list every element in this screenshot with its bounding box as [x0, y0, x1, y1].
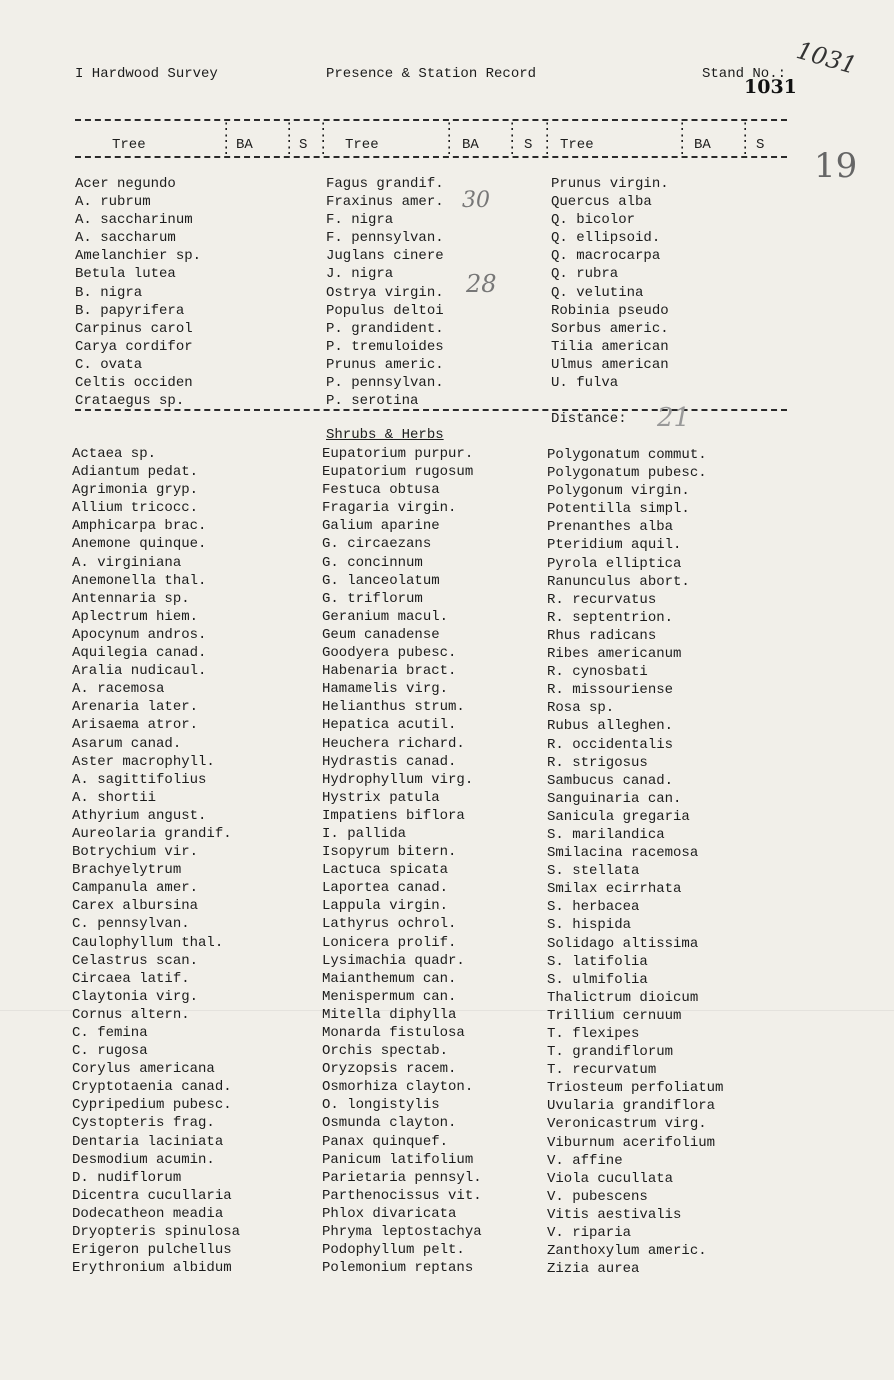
- herb-species-item: Phryma leptostachya: [322, 1224, 482, 1241]
- herb-species-item: Parietaria pennsyl.: [322, 1169, 482, 1186]
- herb-species-item: Botrychium vir.: [72, 844, 199, 861]
- herb-species-item: Triosteum perfoliatum: [547, 1080, 724, 1097]
- tree-species-item: Q. macrocarpa: [551, 248, 661, 265]
- herb-species-item: T. recurvatum: [547, 1062, 657, 1079]
- herb-species-item: Potentilla simpl.: [547, 501, 690, 518]
- herb-species-item: Pteridium aquil.: [547, 537, 682, 554]
- ostrya-handwritten-value: 28: [466, 270, 497, 298]
- herb-species-item: S. latifolia: [547, 953, 648, 970]
- herb-species-item: Cornus altern.: [72, 1006, 190, 1023]
- tree-list-3: [551, 175, 669, 392]
- distance-handwritten-value: 21: [657, 403, 691, 433]
- herb-species-item: Eupatorium purpur.: [322, 446, 474, 462]
- tree-species-item: Robinia pseudo: [551, 302, 669, 319]
- herb-species-item: C. rugosa: [72, 1043, 148, 1060]
- tree-species-item: A. saccharum: [75, 230, 176, 247]
- herb-species-item: Mitella diphylla: [322, 1006, 457, 1023]
- herb-species-item: Claytonia virg.: [72, 988, 199, 1005]
- survey-title: I Hardwood Survey: [75, 66, 218, 82]
- tree-species-item: F. nigra: [326, 212, 394, 229]
- herb-species-item: Lathyrus ochrol.: [322, 916, 457, 933]
- herb-species-item: Phlox divaricata: [322, 1205, 457, 1222]
- herb-species-item: Sanguinaria can.: [547, 790, 682, 807]
- herb-species-item: R. occidentalis: [547, 736, 674, 753]
- herb-species-item: Lonicera prolif.: [322, 934, 457, 951]
- s-header-1: S: [299, 137, 308, 153]
- herb-species-item: G. triflorum: [322, 590, 423, 607]
- stand-number-stamp: 1031: [744, 76, 797, 98]
- column-separator: : : :: [543, 119, 552, 159]
- herb-species-item: Polemonium reptans: [322, 1260, 474, 1277]
- herb-species-item: Uvularia grandiflora: [547, 1098, 716, 1115]
- herb-species-item: Hepatica acutil.: [322, 717, 457, 734]
- herb-species-item: Solidago altissima: [547, 935, 699, 952]
- herb-species-item: R. recurvatus: [547, 591, 657, 608]
- herb-species-item: Osmorhiza clayton.: [322, 1079, 474, 1096]
- tree-species-item: Crataegus sp.: [75, 393, 185, 410]
- herb-species-item: Podophyllum pelt.: [322, 1242, 465, 1259]
- herb-species-item: D. nudiflorum: [72, 1169, 182, 1186]
- tree-species-item: Acer negundo: [75, 176, 176, 192]
- stand-number-handwritten: 1031: [793, 36, 860, 80]
- tree-species-item: Quercus alba: [551, 194, 652, 211]
- herb-species-item: Vitis aestivalis: [547, 1206, 682, 1223]
- herb-species-item: Erythronium albidum: [72, 1260, 232, 1277]
- herb-species-item: Lactuca spicata: [322, 862, 449, 879]
- herb-species-item: O. longistylis: [322, 1097, 440, 1114]
- ba-header-1: BA: [236, 137, 253, 153]
- herb-species-item: Dentaria laciniata: [72, 1133, 224, 1150]
- column-separator: : : :: [319, 119, 328, 159]
- tree-species-item: P. grandident.: [326, 320, 444, 337]
- herb-species-item: Aureolaria grandif.: [72, 825, 232, 842]
- herb-species-item: Monarda fistulosa: [322, 1025, 465, 1041]
- herb-species-item: Hydrophyllum virg.: [322, 771, 474, 788]
- herb-species-item: S. stellata: [547, 863, 640, 880]
- herb-species-item: Veronicastrum virg.: [547, 1116, 707, 1133]
- herb-species-item: Geum canadense: [322, 626, 440, 643]
- herb-species-item: Hystrix patula: [322, 789, 440, 806]
- herb-species-item: Laportea canad.: [322, 880, 449, 897]
- herb-species-item: Orchis spectab.: [322, 1043, 449, 1060]
- herb-species-item: Sanicula gregaria: [547, 808, 690, 825]
- tree-species-item: F. pennsylvan.: [326, 230, 444, 247]
- tree-species-item: Sorbus americ.: [551, 320, 669, 337]
- tree-species-item: Celtis occiden: [75, 375, 193, 392]
- column-separator: : : :: [741, 119, 750, 159]
- herb-species-item: G. circaezans: [322, 536, 432, 553]
- herb-species-item: Geranium macul.: [322, 608, 449, 625]
- tree-species-item: Carya cordifor: [75, 338, 193, 355]
- herb-list-1: [72, 445, 240, 1277]
- herb-species-item: R. septentrion.: [547, 609, 674, 626]
- herb-species-item: Ribes americanum: [547, 646, 682, 663]
- herb-species-item: V. pubescens: [547, 1188, 648, 1205]
- herb-species-item: Amphicarpa brac.: [72, 518, 207, 535]
- herb-species-item: Corylus americana: [72, 1061, 215, 1078]
- herb-species-item: S. hispida: [547, 917, 632, 934]
- column-separator: : : :: [508, 119, 517, 159]
- herb-species-item: G. concinnum: [322, 554, 423, 571]
- herb-species-item: I. pallida: [322, 825, 407, 842]
- herb-species-item: Viburnum acerifolium: [547, 1134, 716, 1151]
- herb-species-item: Erigeron pulchellus: [72, 1242, 232, 1259]
- herb-species-item: Cypripedium pubesc.: [72, 1097, 232, 1114]
- herb-species-item: Eupatorium rugosum: [322, 464, 474, 481]
- tree-list-1: [75, 175, 201, 410]
- tree-species-item: Juglans cinere: [326, 248, 444, 265]
- column-separator: : : :: [445, 119, 454, 159]
- herb-species-item: Apocynum andros.: [72, 626, 207, 643]
- herb-species-item: R. cynosbati: [547, 664, 648, 681]
- herb-species-item: Galium aparine: [322, 518, 440, 535]
- tree-species-item: J. nigra: [326, 266, 394, 283]
- herb-species-item: Brachyelytrum: [72, 862, 182, 879]
- herb-species-item: Prenanthes alba: [547, 519, 674, 536]
- herb-species-item: Polygonum virgin.: [547, 483, 690, 500]
- tree-species-item: P. serotina: [326, 393, 419, 410]
- herb-species-item: Celastrus scan.: [72, 952, 199, 969]
- herb-species-item: S. marilandica: [547, 826, 665, 843]
- tree-species-item: P. tremuloides: [326, 338, 444, 355]
- herb-species-item: Adiantum pedat.: [72, 464, 199, 481]
- herb-species-item: A. shortii: [72, 789, 157, 806]
- herb-species-item: Sambucus canad.: [547, 772, 674, 789]
- herb-species-item: Viola cucullata: [547, 1170, 674, 1187]
- tree-species-item: U. fulva: [551, 375, 619, 392]
- tree-species-item: B. nigra: [75, 284, 143, 301]
- herb-species-item: Lysimachia quadr.: [322, 952, 465, 969]
- herb-species-item: Hydrastis canad.: [322, 753, 457, 770]
- herb-species-item: T. grandiflorum: [547, 1044, 674, 1061]
- distance-label: Distance:: [551, 411, 627, 427]
- herb-species-item: Menispermum can.: [322, 988, 457, 1005]
- tree-species-item: Ulmus american: [551, 356, 669, 373]
- herb-species-item: Circaea latif.: [72, 970, 190, 987]
- tree-species-item: Fagus grandif.: [326, 176, 444, 192]
- column-separator: : : :: [285, 119, 294, 159]
- column-separator: : : :: [222, 119, 231, 159]
- herb-species-item: Zanthoxylum americ.: [547, 1243, 707, 1260]
- herb-species-item: Allium tricocc.: [72, 500, 199, 517]
- herb-species-item: Polygonatum commut.: [547, 447, 707, 463]
- tree-species-item: P. pennsylvan.: [326, 375, 444, 392]
- herb-species-item: Smilax ecirrhata: [547, 881, 682, 898]
- margin-note: 19: [814, 146, 858, 186]
- herb-species-item: S. ulmifolia: [547, 971, 648, 988]
- herb-species-item: Anemone quinque.: [72, 536, 207, 553]
- herb-species-item: Asarum canad.: [72, 735, 182, 752]
- herb-species-item: Impatiens biflora: [322, 807, 465, 824]
- herb-species-item: Aster macrophyll.: [72, 753, 215, 770]
- herb-species-item: Dryopteris spinulosa: [72, 1224, 241, 1241]
- herb-species-item: Caulophyllum thal.: [72, 934, 224, 951]
- herb-species-item: Panicum latifolium: [322, 1151, 474, 1168]
- herb-species-item: Smilacina racemosa: [547, 845, 699, 862]
- herb-species-item: Osmunda clayton.: [322, 1115, 457, 1132]
- herb-species-item: C. pennsylvan.: [72, 916, 190, 933]
- herb-species-item: Lappula virgin.: [322, 898, 449, 915]
- herb-species-item: A. virginiana: [72, 554, 182, 571]
- tree-species-item: Tilia american: [551, 338, 669, 355]
- herb-species-item: Dicentra cucullaria: [72, 1187, 232, 1204]
- tree-species-item: Amelanchier sp.: [75, 248, 202, 265]
- herb-species-item: Arenaria later.: [72, 699, 199, 716]
- herb-species-item: Parthenocissus vit.: [322, 1187, 482, 1204]
- ba-header-3: BA: [694, 137, 711, 153]
- herb-species-item: Rubus alleghen.: [547, 718, 674, 735]
- s-header-3: S: [756, 137, 765, 153]
- herb-species-item: Thalictrum dioicum: [547, 989, 699, 1006]
- herb-species-item: S. herbacea: [547, 899, 640, 916]
- tree-species-item: C. ovata: [75, 356, 143, 373]
- tree-header-1: Tree: [112, 137, 146, 153]
- stand-number-label: Stand No.:: [702, 66, 787, 82]
- herb-list-3: [547, 446, 723, 1278]
- tree-species-item: Populus deltoi: [326, 302, 444, 319]
- tree-species-item: Q. ellipsoid.: [551, 230, 661, 247]
- herb-species-item: Cryptotaenia canad.: [72, 1079, 232, 1096]
- tree-species-item: Prunus virgin.: [551, 176, 669, 192]
- tree-species-item: Ostrya virgin.: [326, 284, 444, 301]
- herb-species-item: V. riparia: [547, 1225, 632, 1242]
- herb-species-item: Goodyera pubesc.: [322, 645, 457, 662]
- herb-species-item: V. affine: [547, 1152, 623, 1169]
- tree-species-item: Carpinus carol: [75, 320, 193, 337]
- herb-species-item: Ranunculus abort.: [547, 573, 690, 590]
- herb-species-item: Rhus radicans: [547, 627, 657, 644]
- herb-species-item: Helianthus strum.: [322, 699, 465, 716]
- herb-species-item: Agrimonia gryp.: [72, 482, 199, 499]
- herb-species-item: Maianthemum can.: [322, 970, 457, 987]
- tree-species-item: A. saccharinum: [75, 212, 193, 229]
- herb-species-item: Trillium cernuum: [547, 1007, 682, 1024]
- tree-header-3: Tree: [560, 137, 594, 153]
- herb-species-item: Oryzopsis racem.: [322, 1061, 457, 1078]
- shrubs-herbs-heading: Shrubs & Herbs: [326, 427, 444, 443]
- herb-species-item: G. lanceolatum: [322, 572, 440, 589]
- herb-species-item: Fragaria virgin.: [322, 500, 457, 517]
- tree-header-2: Tree: [345, 137, 379, 153]
- herb-species-item: Antennaria sp.: [72, 590, 190, 607]
- herb-species-item: R. missouriense: [547, 682, 674, 699]
- herb-species-item: Campanula amer.: [72, 880, 199, 897]
- herb-species-item: Hamamelis virg.: [322, 681, 449, 698]
- herb-species-item: Rosa sp.: [547, 700, 615, 717]
- herb-species-item: Panax quinquef.: [322, 1133, 449, 1150]
- herb-species-item: Desmodium acumin.: [72, 1151, 215, 1168]
- herb-species-item: Habenaria bract.: [322, 663, 457, 680]
- herb-species-item: Zizia aurea: [547, 1261, 640, 1278]
- herb-species-item: T. flexipes: [547, 1026, 640, 1042]
- tree-species-item: A. rubrum: [75, 194, 151, 211]
- herb-species-item: Aralia nudicaul.: [72, 663, 207, 680]
- herb-species-item: Dodecatheon meadia: [72, 1205, 224, 1222]
- herb-species-item: Isopyrum bitern.: [322, 844, 457, 861]
- tree-species-item: Q. rubra: [551, 266, 619, 283]
- herb-species-item: Arisaema atror.: [72, 717, 199, 734]
- herb-species-item: Aplectrum hiem.: [72, 608, 199, 625]
- ba-header-2: BA: [462, 137, 479, 153]
- herb-species-item: A. racemosa: [72, 681, 165, 698]
- herb-species-item: Pyrola elliptica: [547, 555, 682, 572]
- dashed-rule-header: [75, 156, 787, 158]
- herb-species-item: A. sagittifolius: [72, 771, 207, 788]
- herb-species-item: Carex albursina: [72, 898, 199, 915]
- column-separator: : : :: [678, 119, 687, 159]
- herb-species-item: Actaea sp.: [72, 446, 157, 462]
- herb-species-item: R. strigosus: [547, 754, 648, 771]
- herb-species-item: Heuchera richard.: [322, 735, 465, 752]
- herb-species-item: C. femina: [72, 1025, 148, 1041]
- herb-species-item: Aquilegia canad.: [72, 645, 207, 662]
- herb-species-item: Athyrium angust.: [72, 807, 207, 824]
- herb-list-2: [322, 445, 482, 1277]
- herb-species-item: Polygonatum pubesc.: [547, 465, 707, 482]
- fraxinus-handwritten-value: 30: [462, 188, 490, 213]
- tree-species-item: Q. bicolor: [551, 212, 636, 229]
- herb-species-item: Anemonella thal.: [72, 572, 207, 589]
- tree-species-item: Betula lutea: [75, 266, 176, 283]
- tree-list-2: [326, 175, 444, 410]
- tree-species-item: Fraxinus amer.: [326, 194, 444, 211]
- tree-species-item: Q. velutina: [551, 284, 644, 301]
- tree-species-item: B. papyrifera: [75, 302, 185, 319]
- record-title: Presence & Station Record: [326, 66, 537, 82]
- herb-species-item: Festuca obtusa: [322, 482, 440, 499]
- tree-species-item: Prunus americ.: [326, 356, 444, 373]
- herb-species-item: Cystopteris frag.: [72, 1115, 215, 1132]
- s-header-2: S: [524, 137, 533, 153]
